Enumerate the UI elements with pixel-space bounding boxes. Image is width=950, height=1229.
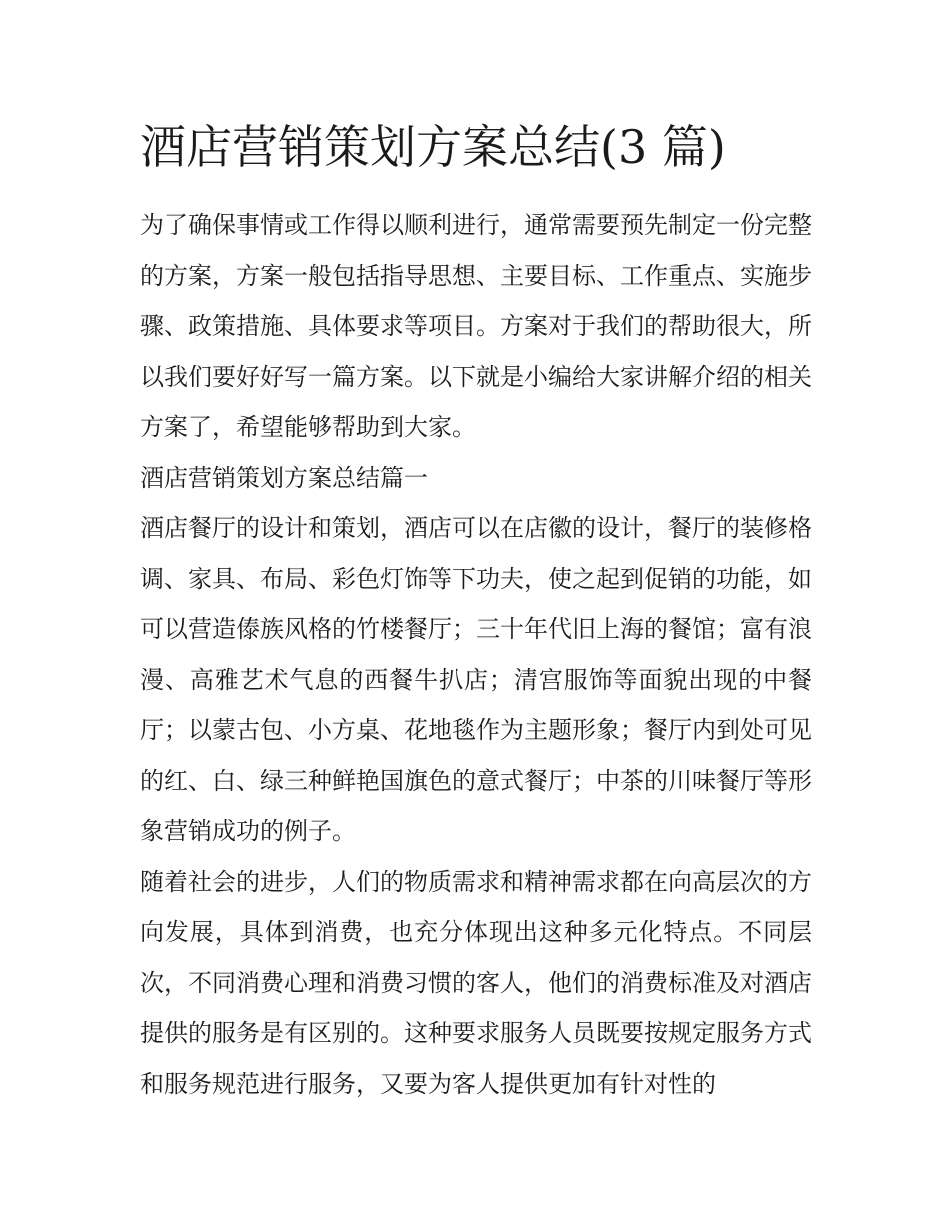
body-paragraph-2: 随着社会的进步，人们的物质需求和精神需求都在向高层次的方向发展，具体到消费，也充分体现出这种多元化特点。不同层次，不同消费心理和消费习惯的客人，他们的消费标准及对酒店提供的服务是有区别的。这种要求服务人员既要按规定服务方式和服务规范进行服务，又要为客人提供更加有针对性的 <box>140 867 812 1098</box>
intro-paragraph: 为了确保事情或工作得以顺利进行，通常需要预先制定一份完整的方案，方案一般包括指导思想、主要目标、工作重点、实施步骤、政策措施、具体要求等项目。方案对于我们的帮助很大，所以我们要好好写一篇方案。以下就是小编给大家讲解介绍的相关方案了，希望能够帮助到大家。 <box>140 211 812 441</box>
section-heading: 酒店营销策划方案总结篇一 <box>140 463 428 492</box>
document-page <box>140 112 812 1109</box>
document-title: 酒店营销策划方案总结(3 篇) <box>140 120 726 174</box>
body-paragraph-1: 酒店餐厅的设计和策划，酒店可以在店徽的设计，餐厅的装修格调、家具、布局、彩色灯饰等下功夫，使之起到促销的功能，如可以营造傣族风格的竹楼餐厅；三十年代旧上海的餐馆；富有浪漫、高雅艺术气息的西餐牛扒店；清宫服饰等面貌出现的中餐厅；以蒙古包、小方桌、花地毯作为主题形象；餐厅内到处可见的红、白、绿三种鲜艳国旗色的意式餐厅；中茶的川味餐厅等形象营销成功的例子。 <box>140 514 812 845</box>
